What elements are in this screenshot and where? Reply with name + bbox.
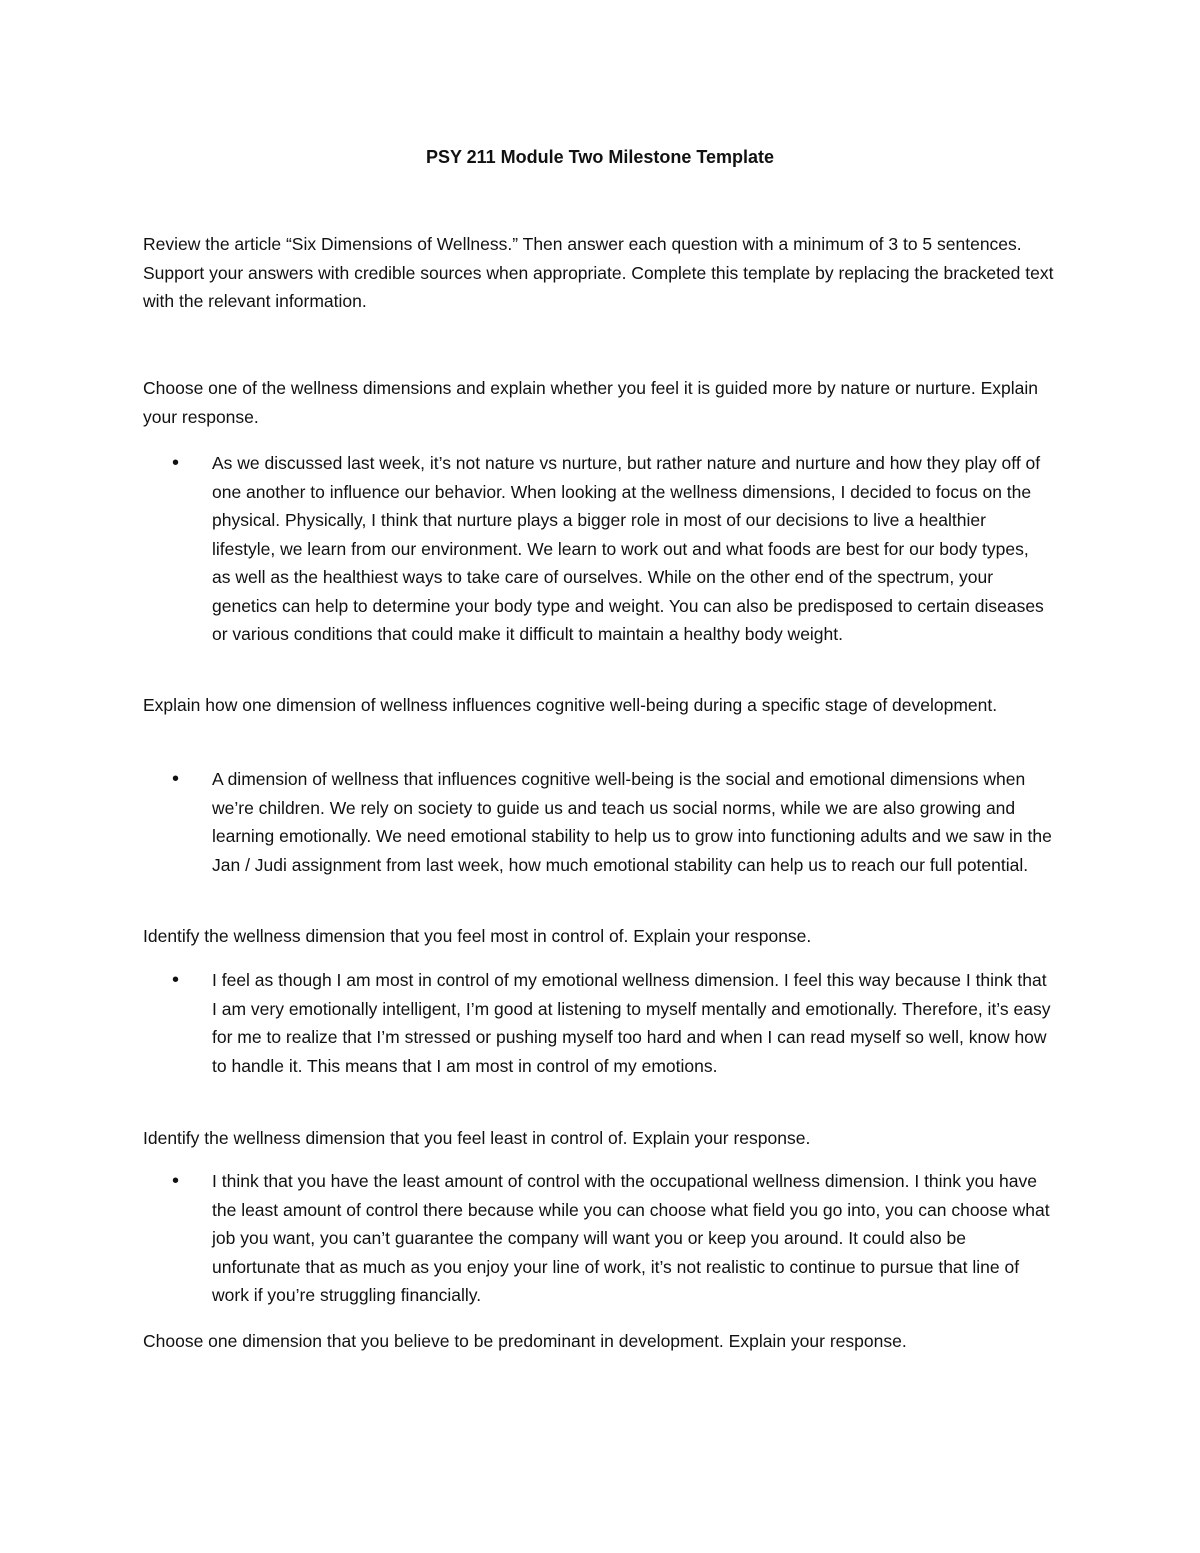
answer-4 [172, 1167, 1052, 1310]
bullet-icon: • [172, 1170, 180, 1192]
answer-4-text: I think that you have the least amount of control with the occupational wellness dimension. I think you have the least amount of control there because while you can choose what field you go into, you can choose what job you want, you can’t guarantee the company will want you or keep you around. It could also be unfortunate that as much as you enjoy your line of work, it’s not realistic to continue to pursue that line of work if you’re struggling financially. [212, 1171, 1050, 1305]
bullet-icon: • [172, 969, 180, 991]
answer-3-text: I feel as though I am most in control of my emotional wellness dimension. I feel this way because I think that I am very emotionally intelligent, I’m good at listening to myself mentally and emotionally. Therefore, it’s easy for me to realize that I’m stressed or pushing myself too hard and when I can read myself so well, know how to handle it. This means that I am most in control of my emotions. [212, 970, 1051, 1076]
document-title: PSY 211 Module Two Milestone Template [425, 147, 775, 167]
answer-2 [172, 765, 1052, 879]
question-4: Identify the wellness dimension that you feel least in control of. Explain your response. [143, 1128, 811, 1148]
answer-3 [172, 966, 1052, 1080]
bullet-icon: • [172, 452, 180, 474]
bullet-icon: • [172, 768, 180, 790]
question-1: Choose one of the wellness dimensions and explain whether you feel it is guided more by nature or nurture. Explain your response. [143, 378, 1038, 427]
question-5: Choose one dimension that you believe to be predominant in development. Explain your response. [143, 1331, 907, 1351]
question-2: Explain how one dimension of wellness influences cognitive well-being during a specific stage of development. [143, 695, 998, 715]
question-3: Identify the wellness dimension that you feel most in control of. Explain your response. [143, 926, 812, 946]
instructions-paragraph: Review the article “Six Dimensions of Wellness.” Then answer each question with a minimum of 3 to 5 sentences. Support your answers with credible sources when appropriate. Complete this template by replacing the bracketed text with the relevant information. [143, 234, 1054, 311]
answer-2-text: A dimension of wellness that influences cognitive well-being is the social and emotional dimensions when we’re children. We rely on society to guide us and teach us social norms, while we are also growing and learning emotionally. We need emotional stability to help us to grow into functioning adults and we saw in the Jan / Judi assignment from last week, how much emotional stability can help us to reach our full potential. [212, 769, 1052, 875]
answer-1 [172, 449, 1052, 649]
answer-1-text: As we discussed last week, it’s not nature vs nurture, but rather nature and nurture and how they play off of one another to influence our behavior. When looking at the wellness dimensions, I decided to focus on the physical. Physically, I think that nurture plays a bigger role in most of our decisions to live a healthier lifestyle, we learn from our environment. We learn to work out and what foods are best for our body types, as well as the healthiest ways to take care of ourselves. While on the other end of the spectrum, your genetics can help to determine your body type and weight. You can also be predisposed to certain diseases or various conditions that could make it difficult to maintain a healthy body weight. [212, 453, 1044, 644]
